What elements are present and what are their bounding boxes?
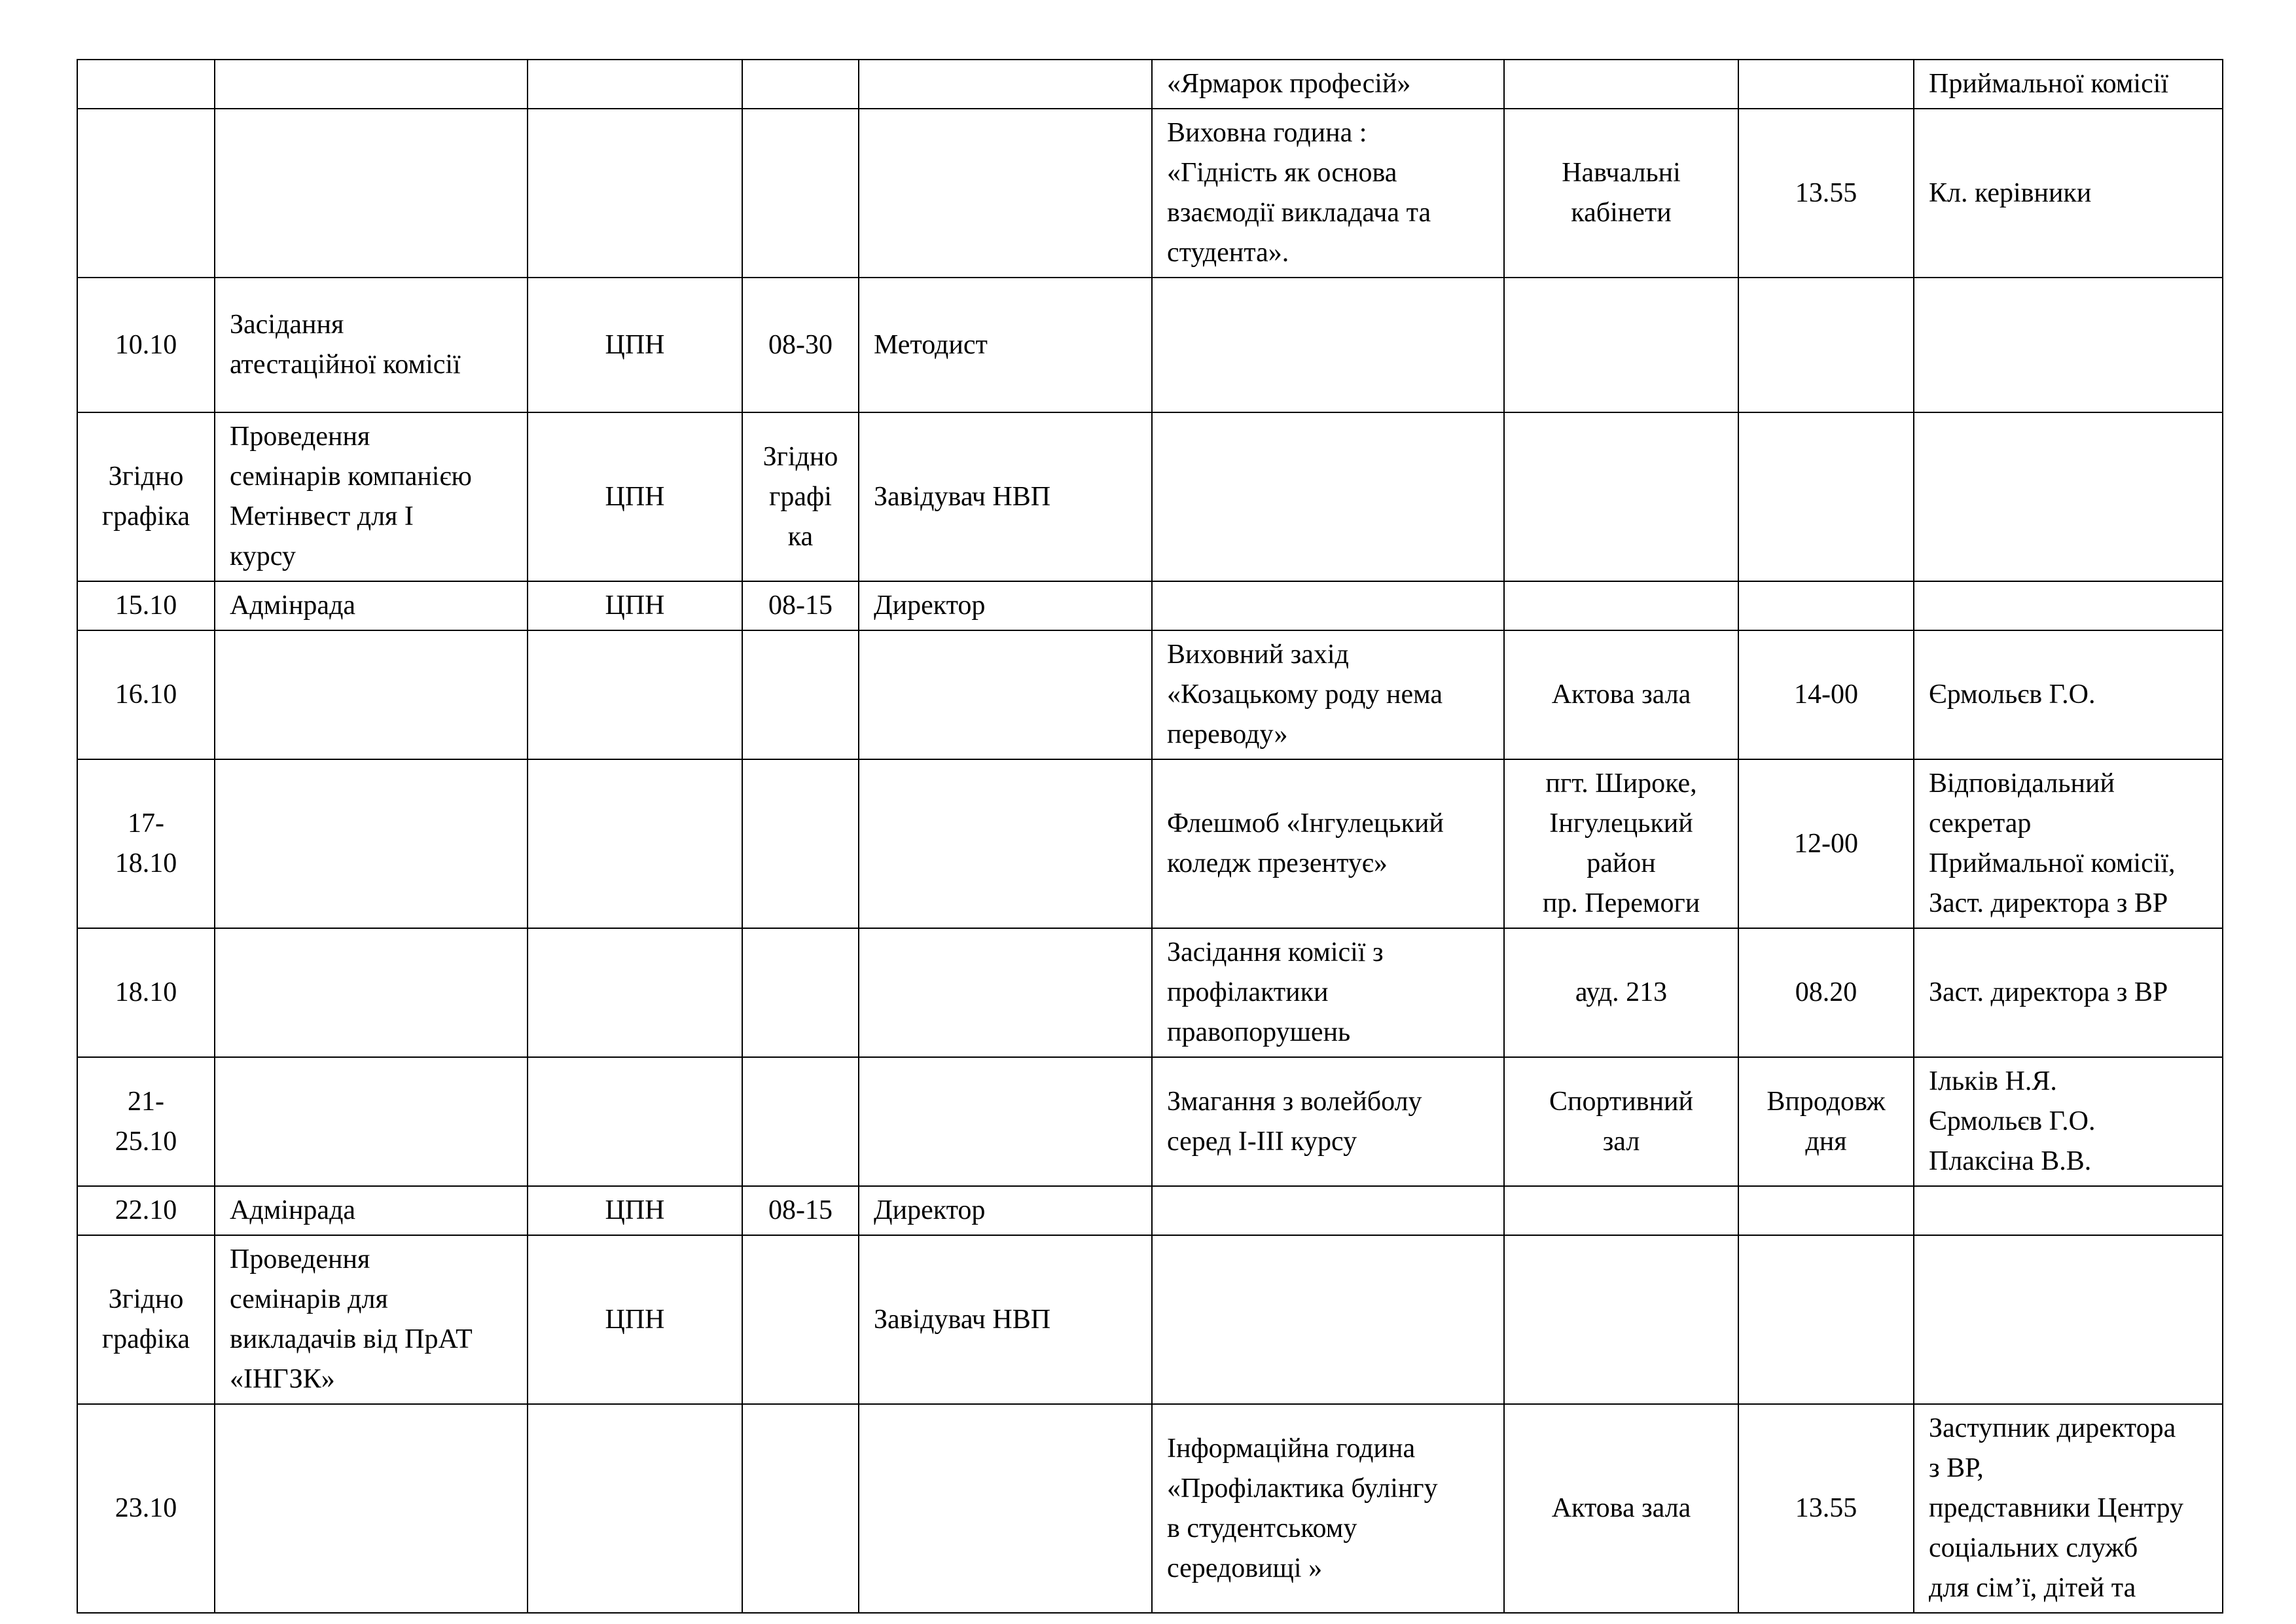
activity-responsible-cell: Приймальної комісії [1914,60,2223,109]
time-cell: Згідно графі ка [742,412,859,581]
activity-venue-cell: пгт. Широке, Інгулецький район пр. Перемоги [1504,759,1738,928]
date-cell [77,109,215,278]
time-cell [742,1404,859,1613]
date-cell: 22.10 [77,1186,215,1235]
date-cell [77,60,215,109]
time-cell: 08-30 [742,278,859,412]
activity-venue-cell: ауд. 213 [1504,928,1738,1057]
activity-responsible-cell: Відповідальний секретар Приймальної комісії, Заст. директора з ВР [1914,759,2223,928]
table-row [77,1404,2223,1613]
table-row [77,109,2223,278]
venue-cell [528,928,742,1057]
event-cell: Проведення семінарів для викладачів від ПрАТ «ІНГЗК» [215,1235,528,1404]
venue-cell [528,759,742,928]
responsible-cell [859,928,1152,1057]
responsible-cell: Завідувач НВП [859,1235,1152,1404]
activity-venue-cell [1504,278,1738,412]
activity-cell: Засідання комісії з профілактики правопорушень [1152,928,1504,1057]
venue-cell: ЦПН [528,278,742,412]
table-row [77,1186,2223,1235]
activity-time-cell [1738,60,1914,109]
activity-responsible-cell: Кл. керівники [1914,109,2223,278]
activity-cell [1152,581,1504,630]
activity-cell [1152,1235,1504,1404]
time-cell [742,759,859,928]
responsible-cell [859,1057,1152,1186]
event-cell [215,928,528,1057]
responsible-cell: Методист [859,278,1152,412]
schedule-table [77,59,2223,1614]
date-cell: Згідно графіка [77,412,215,581]
activity-venue-cell: Навчальні кабінети [1504,109,1738,278]
activity-cell: Змагання з волейболу серед І-ІІІ курсу [1152,1057,1504,1186]
activity-responsible-cell: Єрмольєв Г.О. [1914,630,2223,759]
activity-venue-cell [1504,1186,1738,1235]
event-cell [215,1404,528,1613]
table-row [77,581,2223,630]
date-cell: 21- 25.10 [77,1057,215,1186]
event-cell [215,630,528,759]
activity-venue-cell [1504,581,1738,630]
event-cell: Проведення семінарів компанією Метінвест для І курсу [215,412,528,581]
responsible-cell [859,109,1152,278]
activity-responsible-cell [1914,412,2223,581]
activity-responsible-cell [1914,1186,2223,1235]
activity-time-cell [1738,581,1914,630]
event-cell [215,109,528,278]
activity-time-cell: 12-00 [1738,759,1914,928]
venue-cell [528,109,742,278]
activity-time-cell: 13.55 [1738,109,1914,278]
date-cell: 16.10 [77,630,215,759]
activity-venue-cell: Спортивний зал [1504,1057,1738,1186]
table-row [77,412,2223,581]
activity-cell: Інформаційна година «Профілактика булінгу в студентському середовищі » [1152,1404,1504,1613]
event-cell [215,759,528,928]
date-cell: Згідно графіка [77,1235,215,1404]
activity-responsible-cell [1914,581,2223,630]
activity-time-cell [1738,1235,1914,1404]
table-row [77,630,2223,759]
venue-cell [528,60,742,109]
event-cell: Адмінрада [215,581,528,630]
time-cell [742,109,859,278]
time-cell [742,630,859,759]
responsible-cell: Завідувач НВП [859,412,1152,581]
time-cell: 08-15 [742,581,859,630]
activity-cell: Виховна година : «Гідність як основа взаємодії викладача та студента». [1152,109,1504,278]
date-cell: 18.10 [77,928,215,1057]
time-cell [742,60,859,109]
venue-cell: ЦПН [528,581,742,630]
venue-cell [528,1404,742,1613]
responsible-cell [859,60,1152,109]
activity-venue-cell [1504,1235,1738,1404]
responsible-cell [859,1404,1152,1613]
activity-time-cell: 13.55 [1738,1404,1914,1613]
activity-time-cell [1738,1186,1914,1235]
time-cell: 08-15 [742,1186,859,1235]
table-row [77,60,2223,109]
table-row [77,1057,2223,1186]
activity-responsible-cell [1914,1235,2223,1404]
activity-cell: Виховний захід «Козацькому роду нема переводу» [1152,630,1504,759]
activity-responsible-cell: Заступник директора з ВР, представники Центру соціальних служб для сім’ї, дітей та [1914,1404,2223,1613]
time-cell [742,1235,859,1404]
activity-cell [1152,412,1504,581]
responsible-cell: Директор [859,581,1152,630]
venue-cell: ЦПН [528,412,742,581]
venue-cell: ЦПН [528,1186,742,1235]
event-cell: Засідання атестаційної комісії [215,278,528,412]
activity-time-cell [1738,412,1914,581]
table-row [77,278,2223,412]
venue-cell: ЦПН [528,1235,742,1404]
responsible-cell [859,759,1152,928]
activity-time-cell: 14-00 [1738,630,1914,759]
table-row [77,928,2223,1057]
activity-venue-cell [1504,60,1738,109]
responsible-cell [859,630,1152,759]
activity-time-cell: 08.20 [1738,928,1914,1057]
activity-responsible-cell: Ільків Н.Я. Єрмольєв Г.О. Плаксіна В.В. [1914,1057,2223,1186]
activity-cell: Флешмоб «Інгулецький коледж презентує» [1152,759,1504,928]
activity-responsible-cell [1914,278,2223,412]
date-cell: 15.10 [77,581,215,630]
schedule-page [77,59,2222,1603]
activity-time-cell: Впродовж дня [1738,1057,1914,1186]
venue-cell [528,1057,742,1186]
date-cell: 10.10 [77,278,215,412]
time-cell [742,928,859,1057]
activity-venue-cell: Актова зала [1504,1404,1738,1613]
activity-cell [1152,278,1504,412]
event-cell [215,1057,528,1186]
activity-venue-cell [1504,412,1738,581]
activity-responsible-cell: Заст. директора з ВР [1914,928,2223,1057]
table-row [77,1235,2223,1404]
event-cell: Адмінрада [215,1186,528,1235]
activity-venue-cell: Актова зала [1504,630,1738,759]
activity-cell [1152,1186,1504,1235]
responsible-cell: Директор [859,1186,1152,1235]
venue-cell [528,630,742,759]
date-cell: 17- 18.10 [77,759,215,928]
activity-time-cell [1738,278,1914,412]
event-cell [215,60,528,109]
time-cell [742,1057,859,1186]
date-cell: 23.10 [77,1404,215,1613]
activity-cell: «Ярмарок професій» [1152,60,1504,109]
table-row [77,759,2223,928]
